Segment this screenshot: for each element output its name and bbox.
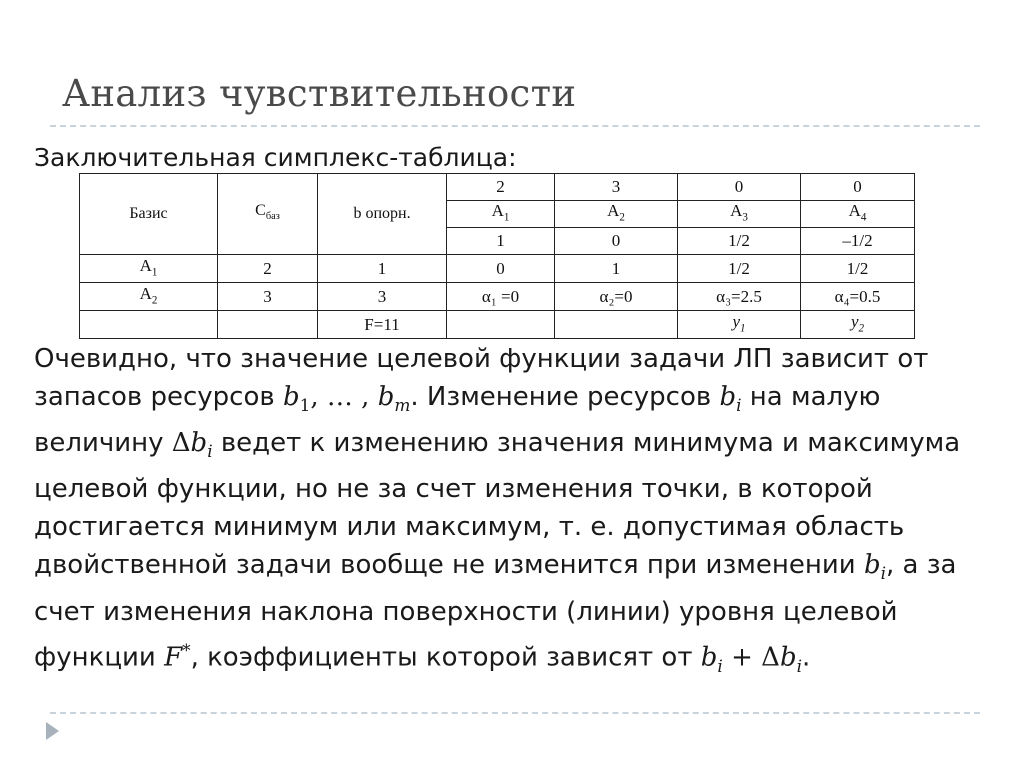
table-cell: 3 (218, 283, 318, 311)
c-value-4: 0 (801, 174, 915, 201)
math-delta: Δ (761, 642, 780, 673)
dual-var-y1 (678, 311, 801, 339)
table-caption: Заключительная симплекс-таблица: (34, 143, 517, 172)
row-basis-sub: 1 (151, 266, 158, 279)
header-c-main: С (255, 202, 266, 220)
table-cell: 1/2 (801, 255, 915, 283)
table-row (80, 174, 915, 201)
table-cell: α₂=0 (555, 283, 678, 311)
c-value-2: 3 (555, 174, 678, 201)
row-basis-a2 (80, 283, 218, 311)
math-b: b (863, 550, 881, 581)
table-cell: α₁ =0 (447, 283, 555, 311)
text-segment: . Изменение ресурсов (410, 382, 720, 412)
math-b: b (282, 382, 300, 412)
text-segment: , а за счет изменения наклона поверхности (линии) уровня целевой функции (34, 550, 957, 673)
math-sup: * (182, 639, 191, 660)
math-sub: m (394, 395, 411, 416)
var-a1-sub: 1 (503, 211, 510, 224)
table-cell: 1/2 (678, 255, 801, 283)
dual-var-main: y (850, 311, 859, 331)
math-b: b (700, 642, 718, 673)
var-a2-main: A (607, 201, 620, 220)
table-cell-empty (80, 311, 218, 339)
text-segment: на малую величину (34, 382, 881, 459)
triangle-bullet-icon (46, 722, 59, 740)
math-delta: Δ (171, 428, 191, 459)
var-a3-sub: 3 (742, 211, 748, 224)
var-a4-sub: 4 (860, 211, 867, 224)
math-f: F (164, 642, 183, 673)
text-segment: , коэффициенты которой зависят от (190, 642, 701, 673)
table-cell-empty (218, 311, 318, 339)
row-basis-main: A (139, 283, 152, 303)
dual-var-sub: 2 (858, 322, 865, 335)
table-row (80, 255, 915, 283)
math-b: b (190, 428, 208, 459)
math-sub: i (880, 563, 886, 584)
table-cell: 0 (555, 228, 678, 255)
var-a3 (678, 201, 801, 228)
table-cell: 1/2 (678, 228, 801, 255)
objective-value: F=11 (318, 311, 447, 339)
row-basis-sub: 2 (151, 294, 158, 307)
table-cell-empty (555, 311, 678, 339)
math-b: b (377, 382, 395, 412)
dual-var-y2 (801, 311, 915, 339)
header-basis: Базис (80, 174, 218, 255)
table-cell: 1 (447, 228, 555, 255)
c-value-3: 0 (678, 174, 801, 201)
math-sub: 1 (299, 395, 311, 416)
row-basis-main: A (139, 255, 152, 275)
var-a1 (447, 201, 555, 228)
footer-divider (50, 712, 980, 714)
table-cell: 1 (555, 255, 678, 283)
table-cell: 3 (318, 283, 447, 311)
table-cell: α₃=2.5 (678, 283, 801, 311)
text-segment: . (802, 642, 811, 673)
simplex-table (79, 173, 915, 339)
math-b: b (779, 642, 797, 673)
math-b: b (719, 382, 737, 412)
slide-title: Анализ чувствительности (62, 72, 577, 115)
math-sub: i (736, 395, 742, 416)
text-segment: ведет к изменению значения минимума и максимума целевой функции, но не за счет изменения точки, в которой достигается минимум или максимум, т. е. допустимая область двойственной задачи вообще не изменится при изменении (34, 428, 961, 581)
c-value-1: 2 (447, 174, 555, 201)
text-segment: Очевидно, что значение целевой функции задачи ЛП зависит от запасов ресурсов (34, 344, 929, 412)
table-cell-empty (447, 311, 555, 339)
table-row (80, 283, 915, 311)
math-sub: i (717, 655, 723, 676)
row-basis-a1 (80, 255, 218, 283)
var-a2-sub: 2 (619, 211, 625, 224)
math-sub: i (796, 655, 802, 676)
math-sub: i (207, 441, 213, 462)
title-divider (50, 125, 980, 127)
math-ellipsis: , … , (310, 382, 378, 412)
math-plus: + (722, 642, 762, 673)
var-a4 (801, 201, 915, 228)
header-b-ref: b опорн. (318, 174, 447, 255)
var-a4-main: A (848, 201, 861, 220)
var-a2 (555, 201, 678, 228)
table-cell: 1 (318, 255, 447, 283)
dual-var-sub: 1 (740, 322, 746, 335)
table-cell: α₄=0.5 (801, 283, 915, 311)
var-a1-main: A (491, 201, 504, 220)
explanation-paragraph (34, 340, 994, 684)
var-a3-main: A (730, 201, 743, 220)
dual-var-main: y (732, 311, 740, 331)
table-row (80, 311, 915, 339)
table-cell: 2 (218, 255, 318, 283)
header-c-basis (218, 174, 318, 255)
header-c-sub: баз (265, 211, 280, 223)
table-cell: –1/2 (801, 228, 915, 255)
table-cell: 0 (447, 255, 555, 283)
